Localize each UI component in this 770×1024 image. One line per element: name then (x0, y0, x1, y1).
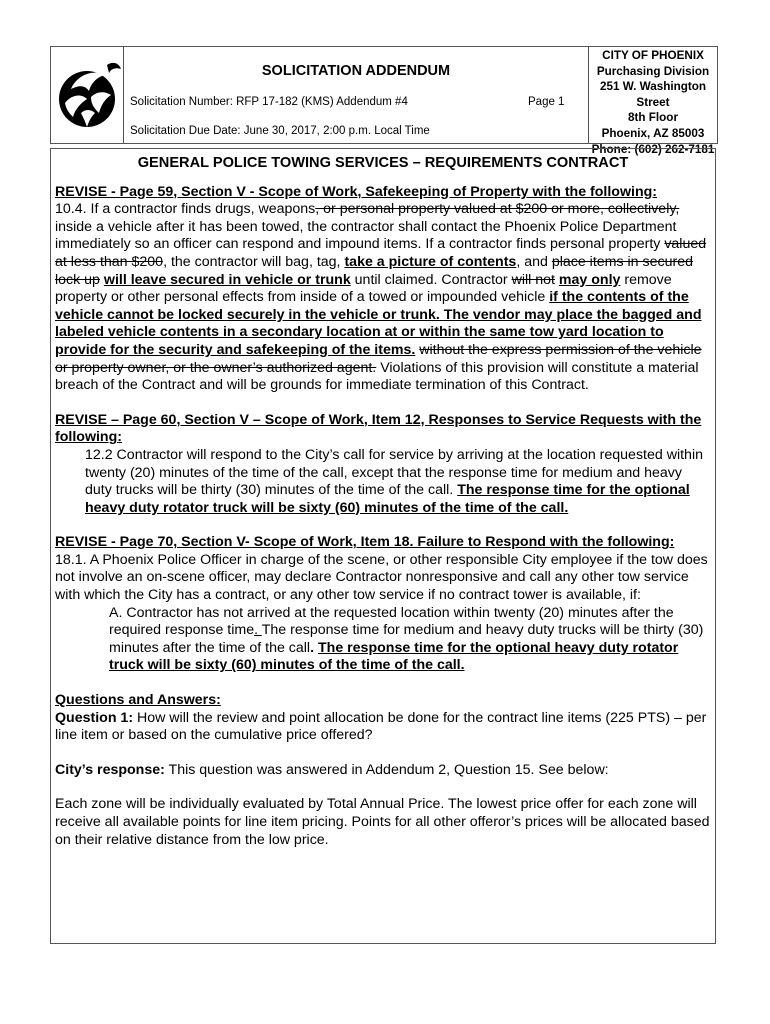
section-12-2: 12.2 Contractor will respond to the City’s call for service by arriving at the location requested within twenty (20) minutes of the time of the call, except that the response time for medium and heavy duty trucks will be thirty (30) minutes of the time of the call. The response time for the optional heavy duty rotator truck will be sixty (60) minutes of the time of the call. (85, 446, 703, 516)
floor: 8th Floor (628, 111, 678, 125)
page-number: Page 1 (528, 96, 565, 108)
item-a: A. Contractor has not arrived at the requested location within twenty (20) minutes after the required response time. The response time for medium and heavy duty trucks will be thirty (30) minutes after the time of the call. The response time for the optional heavy duty rotator truck will be sixty (60) minutes of the time of the call. (109, 604, 704, 674)
contract-title: GENERAL POLICE TOWING SERVICES – REQUIREMENTS CONTRACT (137, 155, 629, 171)
city-address-block (589, 47, 717, 156)
due-date: Solicitation Due Date: June 30, 2017, 2:00 p.m. Local Time (130, 125, 430, 137)
city-response: City’s response: This question was answered in Addendum 2, Question 15. See below: (55, 761, 609, 778)
answer-text: Each zone will be individually evaluated by Total Annual Price. The lowest price offer for each zone will receive all available points for line item pricing. Points for all other offeror’s prices will be allocated based on their relative distance from the low price. (55, 796, 710, 848)
city-state-zip: Phoenix, AZ 85003 (601, 126, 705, 140)
phoenix-logo (51, 47, 123, 143)
revise-heading-1: REVISE - Page 59, Section V - Scope of Work, Safekeeping of Property with the following: (55, 183, 658, 200)
street-address: 251 W. Washington Street (599, 80, 707, 109)
phone: Phone: (602) 262-7181 (591, 142, 715, 156)
section-18-1: 18.1. A Phoenix Police Officer in charge of the scene, or other responsible City employee if the tow does not involve an on-scene officer, may declare Contractor nonresponsive and call any other tow service with which the City has a contract, or any other tow service if no contract tower is available, if: (55, 551, 708, 604)
addendum-title: SOLICITATION ADDENDUM (261, 63, 451, 79)
header-box (50, 46, 718, 156)
question-1: Question 1: How will the review and point allocation be done for the contract line items (225 PTS) – per line item or based on the cumulative price offered? (55, 709, 707, 744)
qa-heading: Questions and Answers: (55, 692, 221, 709)
division: Purchasing Division (596, 64, 710, 78)
revise-heading-3: REVISE - Page 70, Section V- Scope of Work, Item 18. Failure to Respond with the following: (55, 534, 675, 551)
city-name: CITY OF PHOENIX (602, 49, 704, 62)
section-10-4: 10.4. If a contractor finds drugs, weapons, or personal property valued at $200 or more, collectively, inside a vehicle after it has been towed, the contractor shall contact the Phoenix Police Department immediately so an officer can respond and impound items. If a contractor finds personal property valued at less than $200, the contractor will bag, tag, take a picture of contents, and place items in secured lock up will leave secured in vehicle or trunk until claimed. Contractor will not may only remove property or other personal effects from inside of a towed or impounded vehicle if the contents of the vehicle cannot be locked securely in the vehicle or trunk. The vendor may place the bagged and labeled vehicle contents in a secondary location at or within the same tow yard location to provide for the security and safekeeping of the items. without the express permission of the vehicle or property owner, or the owner’s authorized agent. Violations of this provision will constitute a material breach of the Contract and will be grounds for immediate termination of this Contract. (55, 201, 707, 394)
document-body (50, 148, 716, 944)
solicitation-number: Solicitation Number: RFP 17-182 (KMS) Addendum #4 (130, 96, 408, 108)
revise-heading-2: REVISE – Page 60, Section V – Scope of Work, Item 12, Responses to Service Requests with the following: (55, 411, 702, 446)
header-center (124, 47, 589, 143)
logo-cell (51, 47, 124, 143)
